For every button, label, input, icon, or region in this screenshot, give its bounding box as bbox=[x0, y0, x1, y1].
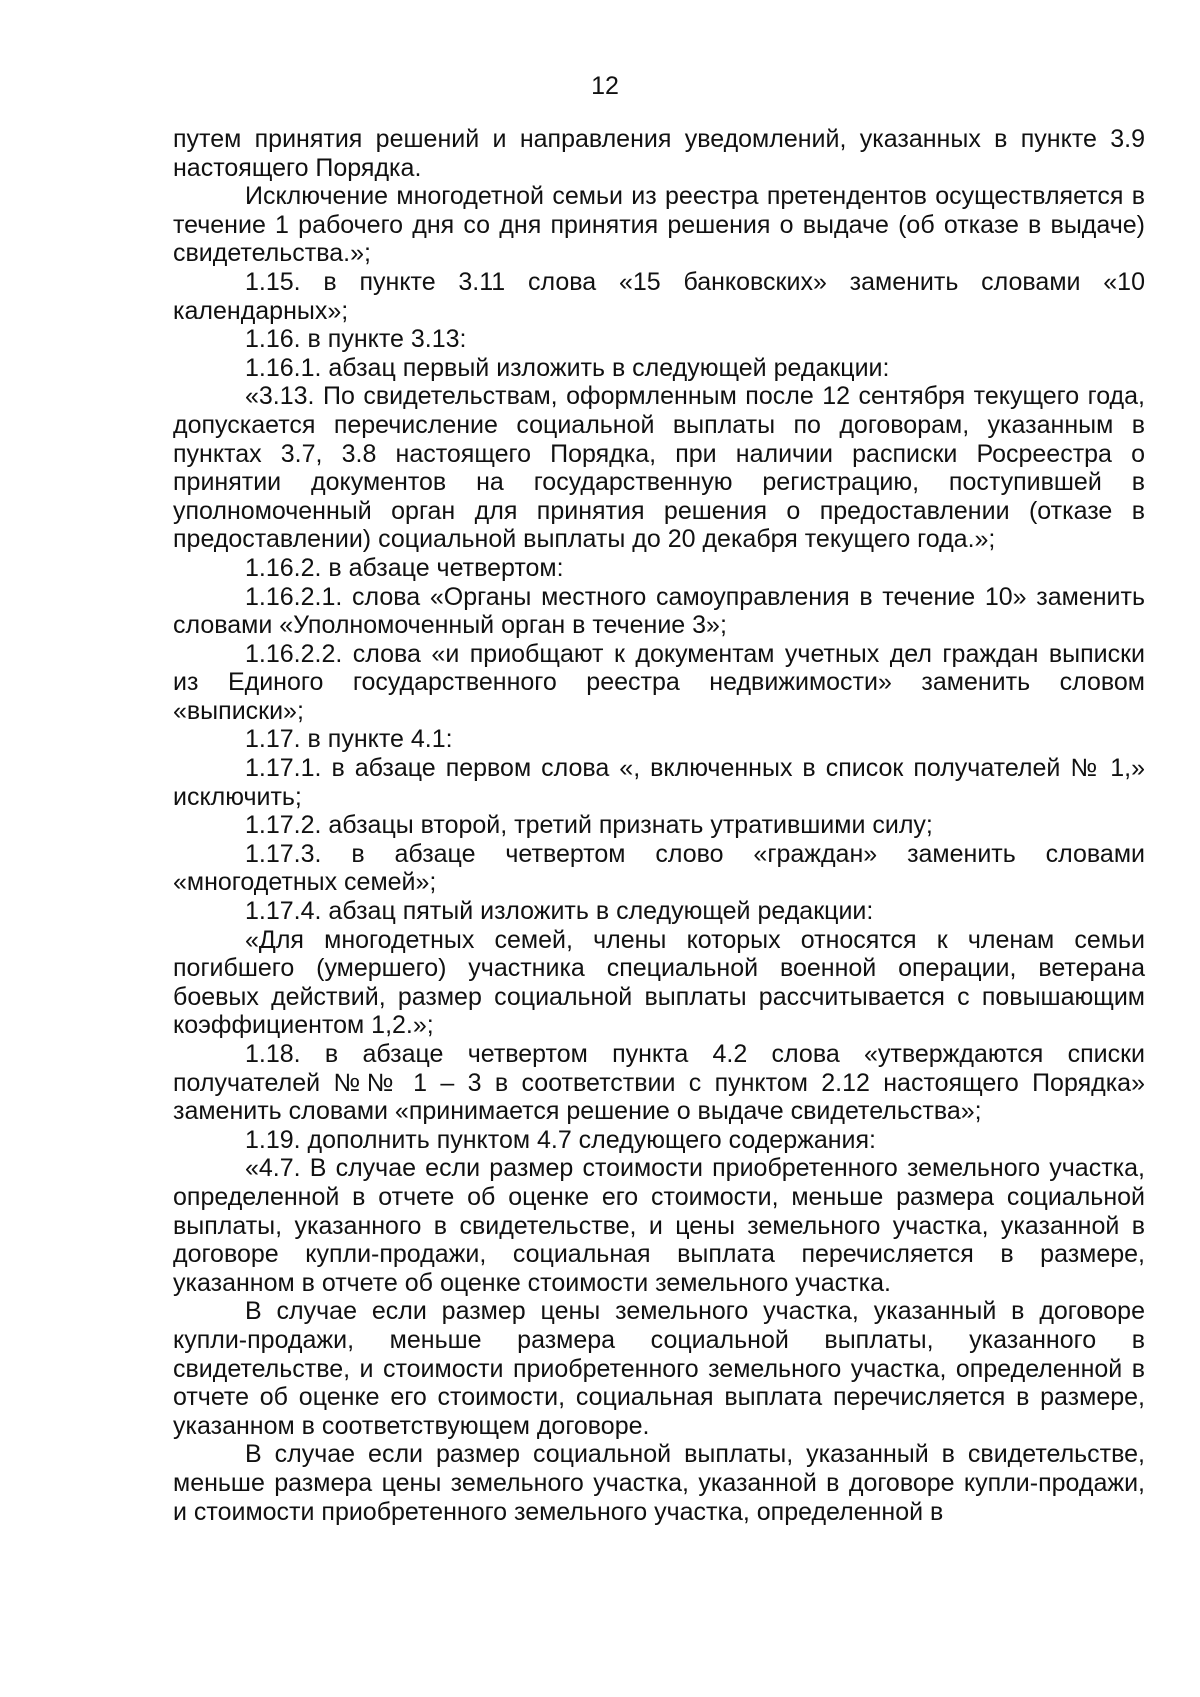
page-number: 12 bbox=[591, 72, 619, 100]
paragraph: 1.16.2.1. слова «Органы местного самоуправления в течение 10» заменить словами «Уполномоченный орган в течение 3»; bbox=[173, 582, 1145, 640]
paragraph: 1.15. в пункте 3.11 слова «15 банковских» заменить словами «10 календарных»; bbox=[173, 267, 1145, 325]
paragraph: 1.17.1. в абзаце первом слова «, включенных в список получателей № 1,» исключить; bbox=[173, 754, 1145, 811]
paragraph: 1.16. в пункте 3.13: bbox=[245, 325, 467, 354]
paragraph: путем принятия решений и направления уведомлений, указанных в пункте 3.9 настоящего Порядка. bbox=[173, 125, 1145, 182]
paragraph: 1.17.2. абзацы второй, третий признать утратившими силу; bbox=[245, 811, 933, 840]
paragraph: 1.17.3. в абзаце четвертом слово «граждан» заменить словами «многодетных семей»; bbox=[173, 839, 1145, 897]
paragraph: В случае если размер цены земельного участка, указанный в договоре купли-продажи, меньше размера социальной выплаты, указанного в свидетельстве, и стоимости приобретенного земельного участка, определенной в отчете об оценке его стоимости, социальная выплата перечисляется в размере, указанном в соответствующем договоре. bbox=[173, 1297, 1145, 1440]
paragraph: «4.7. В случае если размер стоимости приобретенного земельного участка, определенной в отчете об оценке его стоимости, меньше размера социальной выплаты, указанного в свидетельстве, и цены земельного участка, указанной в договоре купли-продажи, социальная выплата перечисляется в размере, указанном в отчете об оценке стоимости земельного участка. bbox=[173, 1154, 1145, 1297]
paragraph: «Для многодетных семей, члены которых относятся к членам семьи погибшего (умершего) участника специальной военной операции, ветерана боевых действий, размер социальной выплаты рассчитывается с повышающим коэффициентом 1,2.»; bbox=[173, 925, 1145, 1040]
paragraph: 1.19. дополнить пунктом 4.7 следующего содержания: bbox=[245, 1125, 876, 1154]
paragraph: «3.13. По свидетельствам, оформленным после 12 сентября текущего года, допускается перечисление социальной выплаты по договорам, указанным в пунктах 3.7, 3.8 настоящего Порядка, при наличии расписки Росреестра о принятии документов на государственную регистрацию, поступившей в уполномоченный орган для принятия решения о предоставлении (отказе в предоставлении) социальной выплаты до 20 декабря текущего года.»; bbox=[173, 382, 1145, 554]
paragraph: В случае если размер социальной выплаты, указанный в свидетельстве, меньше размера цены земельного участка, указанной в договоре купли-продажи, и стоимости приобретенного земельного участка, определенной в bbox=[173, 1440, 1145, 1526]
paragraph: 1.17. в пункте 4.1: bbox=[245, 725, 453, 754]
document-body bbox=[173, 125, 1145, 1526]
paragraph: 1.18. в абзаце четвертом пункта 4.2 слова «утверждаются списки получателей №№ 1 – 3 в соответствии с пунктом 2.12 настоящего Порядка» заменить словами «принимается решение о выдаче свидетельства»; bbox=[173, 1040, 1145, 1126]
paragraph: Исключение многодетной семьи из реестра претендентов осуществляется в течение 1 рабочего дня со дня принятия решения о выдаче (об отказе в выдаче) свидетельства.»; bbox=[173, 182, 1145, 268]
paragraph: 1.16.2. в абзаце четвертом: bbox=[245, 553, 564, 582]
paragraph: 1.16.1. абзац первый изложить в следующей редакции: bbox=[245, 353, 890, 382]
paragraph: 1.17.4. абзац пятый изложить в следующей редакции: bbox=[245, 897, 874, 926]
paragraph: 1.16.2.2. слова «и приобщают к документам учетных дел граждан выписки из Единого государственного реестра недвижимости» заменить словом «выписки»; bbox=[173, 639, 1145, 725]
